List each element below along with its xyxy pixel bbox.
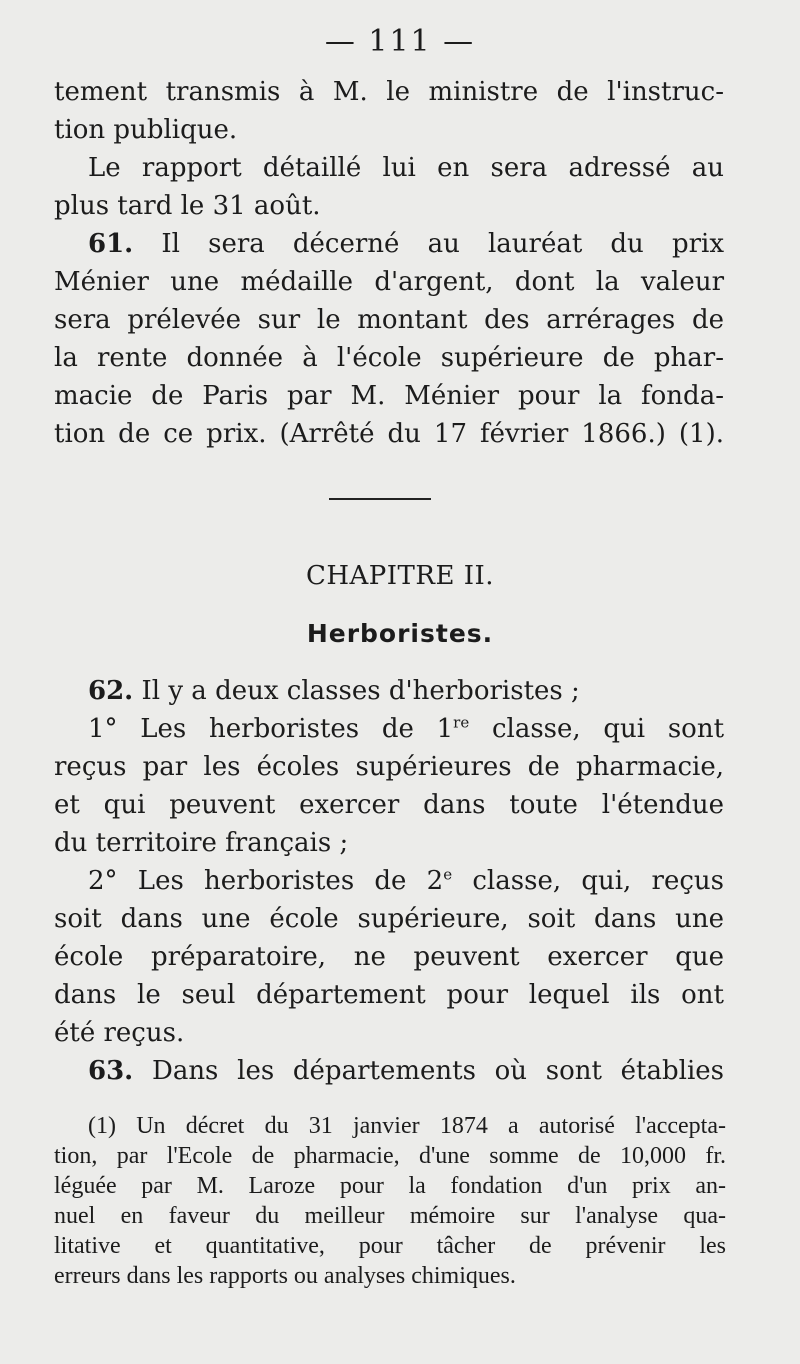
text-line: dans le seul département pour lequel ils ont (54, 980, 724, 1010)
item-marker: 2° (88, 866, 118, 896)
page-number: — 111 — (324, 24, 476, 59)
article-63-first-line (54, 1052, 724, 1090)
text-line: Il y a deux classes d'herboristes ; (141, 676, 580, 706)
text-line: la rente donnée à l'école supérieure de phar- (54, 343, 724, 373)
article-number: 63. (88, 1056, 134, 1086)
text-line: école préparatoire, ne peuvent exercer que (54, 942, 724, 972)
article-62-first-line (54, 672, 724, 710)
footnote-line: litative et quantitative, pour tâcher de prévenir les (54, 1233, 726, 1259)
text-line: tement transmis à M. le ministre de l'instruc- (54, 77, 724, 107)
item-2-first-line (54, 862, 724, 900)
footnote-line: nuel en faveur du meilleur mémoire sur l'analyse qua- (54, 1203, 726, 1229)
text-fragment: classe, qui sont (491, 714, 725, 744)
text-line: reçus par les écoles supérieures de pharmacie, (54, 752, 724, 782)
text-line: du territoire français ; (54, 828, 349, 858)
superscript: re (453, 713, 470, 732)
superscript: e (443, 865, 453, 884)
section-title: Herboristes. (306, 619, 494, 648)
item-marker: 1° (88, 714, 118, 744)
text-line: Dans les départements où sont établies (151, 1056, 725, 1086)
text-line: tion de ce prix. (Arrêté du 17 février 1866.) (1). (54, 419, 724, 449)
footnote-line: erreurs dans les rapports ou analyses chimiques. (54, 1263, 516, 1289)
text-line: Le rapport détaillé lui en sera adressé au (88, 153, 724, 183)
text-line: tion publique. (54, 115, 238, 145)
text-line: macie de Paris par M. Ménier pour la fonda- (54, 381, 724, 411)
footnote-line: léguée par M. Laroze pour la fondation d'un prix an- (54, 1173, 726, 1199)
article-number: 62. (88, 676, 134, 706)
chapter-title: CHAPITRE II. (305, 561, 495, 591)
text-line: été reçus. (54, 1018, 185, 1048)
article-61-first-line (54, 225, 724, 263)
text-fragment: Les herboristes de 2 (137, 866, 444, 896)
footnote-line: (1) Un décret du 31 janvier 1874 a autorisé l'accepta- (88, 1113, 726, 1139)
footnote (54, 1111, 726, 1291)
item-1-first-line (54, 710, 724, 748)
article-number: 61. (88, 229, 134, 259)
text-line: Ménier une médaille d'argent, dont la valeur (54, 267, 724, 297)
text-fragment: Les herboristes de 1 (140, 714, 454, 744)
text-fragment: classe, qui, reçus (472, 866, 725, 896)
text-line: plus tard le 31 août. (54, 191, 321, 221)
text-block-top (54, 73, 724, 453)
text-line: sera prélevée sur le montant des arrérages de (54, 305, 724, 335)
text-line: et qui peuvent exercer dans toute l'étendue (54, 790, 724, 820)
footnote-line: tion, par l'Ecole de pharmacie, d'une somme de 10,000 fr. (54, 1143, 726, 1169)
text-block-herboristes (54, 672, 724, 1090)
text-line: soit dans une école supérieure, soit dans une (54, 904, 724, 934)
text-line: Il sera décerné au lauréat du prix (161, 229, 724, 259)
section-divider (329, 498, 431, 500)
